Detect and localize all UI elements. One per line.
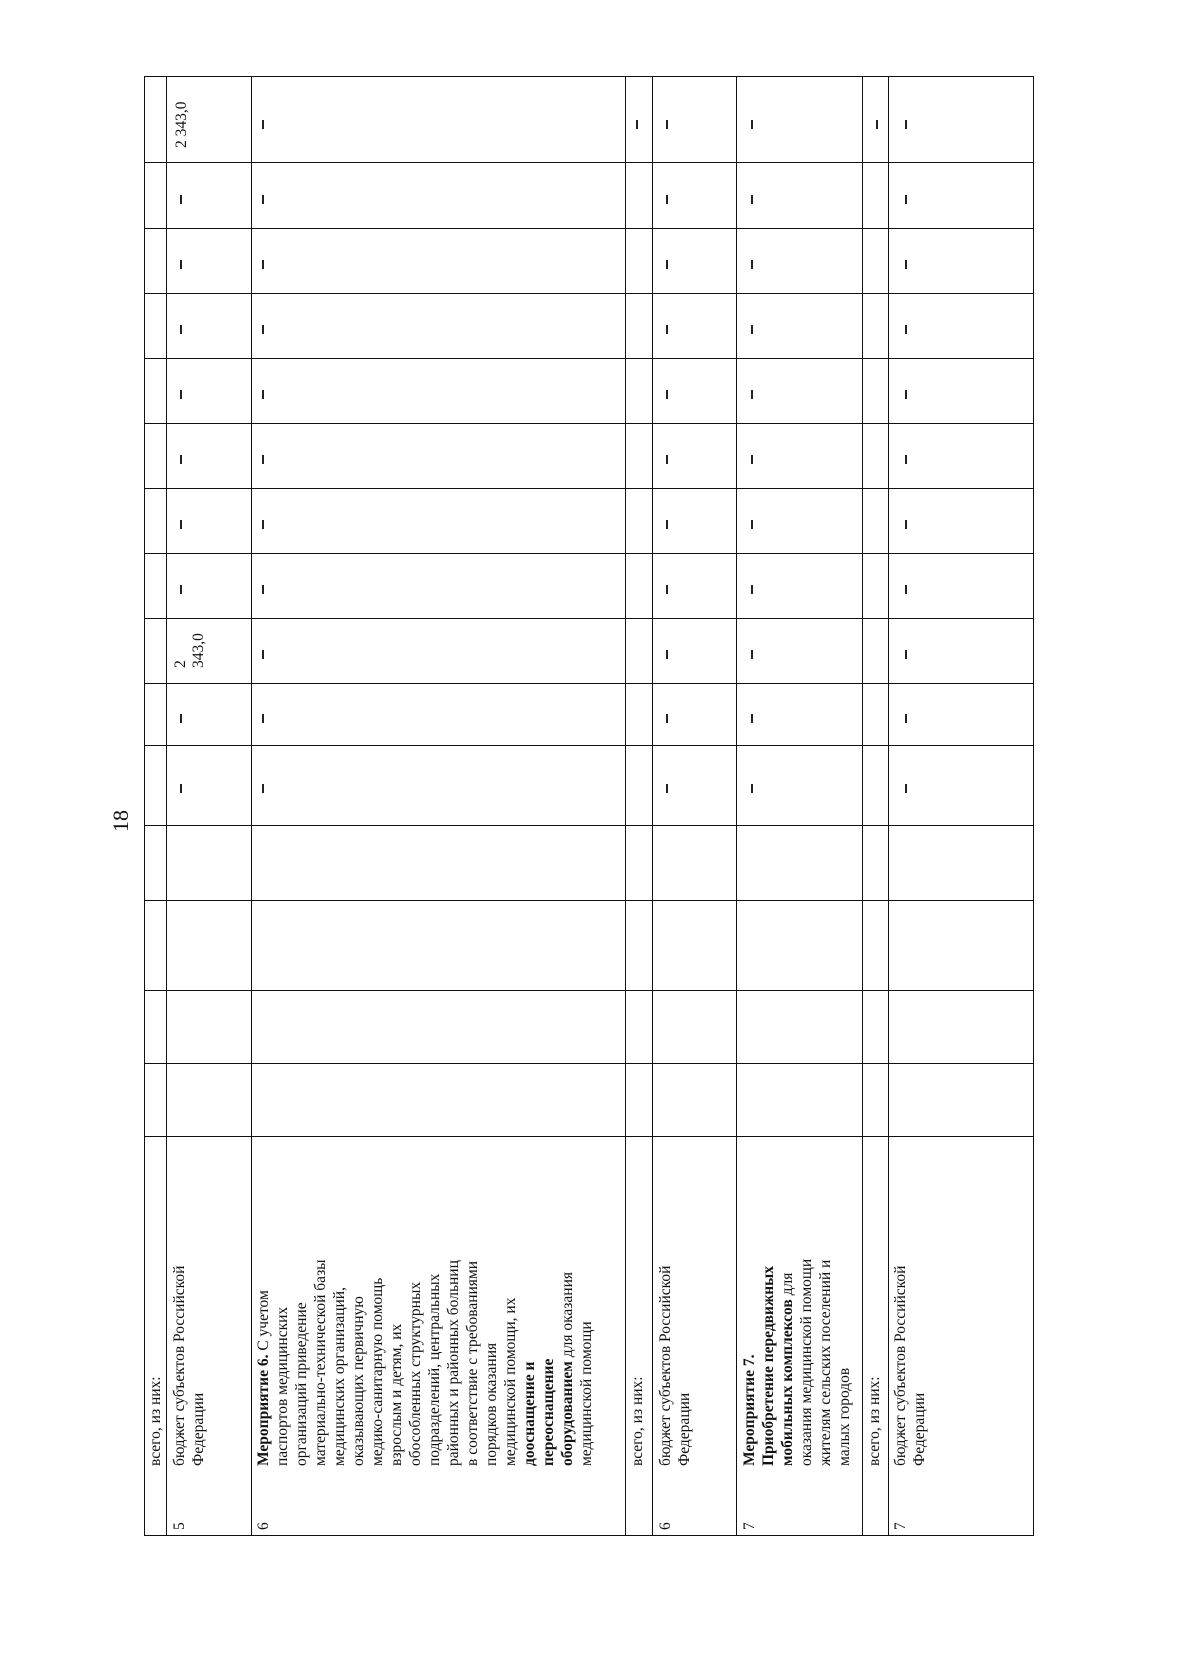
dash-mark — [262, 520, 264, 529]
dash-mark — [751, 120, 753, 129]
col-line — [144, 745, 1034, 746]
dash-mark — [262, 455, 264, 464]
dash-mark — [262, 650, 264, 659]
dash-mark — [751, 260, 753, 269]
dash-mark — [262, 325, 264, 334]
dash-mark — [666, 784, 668, 793]
dash-mark — [905, 455, 907, 464]
dash-mark — [905, 520, 907, 529]
col-line — [144, 900, 1034, 901]
col-line — [144, 423, 1034, 424]
dash-mark — [666, 195, 668, 204]
row-label-7: Мероприятие 7. Приобретение передвижных мобильных комплексов для оказания медицинской помощи жителям сельских поселений и малых городов — [741, 1258, 853, 1466]
dash-mark — [751, 585, 753, 594]
dash-mark — [180, 325, 182, 334]
dash-mark — [180, 195, 182, 204]
row-label-total-5: всего, из них: — [147, 1376, 164, 1466]
dash-mark — [751, 520, 753, 529]
dash-mark — [262, 714, 264, 723]
row-number-7: 7 — [741, 1522, 758, 1530]
dash-mark — [905, 325, 907, 334]
dash-mark — [905, 784, 907, 793]
col-line — [144, 683, 1034, 684]
col-line — [144, 162, 1034, 163]
row-separator — [144, 1136, 1034, 1137]
dash-mark — [262, 260, 264, 269]
dash-mark — [905, 195, 907, 204]
dash-mark — [751, 390, 753, 399]
row-label-5-1: бюджет субъектов Российской Федерации — [171, 1265, 207, 1466]
dash-mark — [666, 585, 668, 594]
row-number-5-1: 5 — [171, 1522, 188, 1530]
dash-mark — [180, 784, 182, 793]
dash-mark — [666, 390, 668, 399]
row-number-6-1: 6 — [657, 1522, 674, 1530]
dash-mark — [262, 784, 264, 793]
dash-mark — [751, 650, 753, 659]
value-cell: 2 343,0 — [172, 633, 207, 668]
col-line — [144, 825, 1034, 826]
dash-mark — [751, 784, 753, 793]
dash-mark — [666, 120, 668, 129]
col-line — [144, 358, 1034, 359]
dash-mark — [876, 120, 878, 129]
row-line — [251, 76, 252, 1536]
row-line — [625, 76, 626, 1536]
row-line — [166, 76, 167, 1536]
col-line — [144, 618, 1034, 619]
row-number-7-1: 7 — [892, 1522, 909, 1530]
col-line — [144, 553, 1034, 554]
row-line — [888, 76, 889, 1536]
row-label-6: Мероприятие 6. С учетом паспортов медицинских организаций приведение материально-технической базы медицинских организаций, оказывающих первичную медико-санитарную помощь взрослым и детям, их обособленных структурных подразделений, центральных районных и районных больниц в соответствие с требованиями порядков оказания медицинской помощи, их дооснащение и переоснащение оборудованием для оказания медицинской помощи — [255, 1259, 595, 1466]
row-line — [862, 76, 863, 1536]
dash-mark — [180, 260, 182, 269]
dash-mark — [666, 325, 668, 334]
dash-mark — [180, 520, 182, 529]
row-line — [652, 76, 653, 1536]
page-number: 18 — [108, 810, 133, 832]
row-label-total-6: всего, из них: — [629, 1376, 646, 1466]
dash-mark — [180, 714, 182, 723]
dash-mark — [751, 714, 753, 723]
dash-mark — [262, 390, 264, 399]
dash-mark — [262, 585, 264, 594]
dash-mark — [751, 455, 753, 464]
dash-mark — [262, 120, 264, 129]
dash-mark — [666, 260, 668, 269]
dash-mark — [180, 585, 182, 594]
dash-mark — [262, 195, 264, 204]
dash-mark — [905, 260, 907, 269]
col-line — [144, 293, 1034, 294]
dash-mark — [751, 195, 753, 204]
col-line — [144, 228, 1034, 229]
col-line — [144, 1063, 1034, 1064]
row-label-6-1: бюджет субъектов Российской Федерации — [657, 1265, 693, 1466]
dash-mark — [666, 520, 668, 529]
dash-mark — [666, 714, 668, 723]
dash-mark — [905, 390, 907, 399]
dash-mark — [666, 455, 668, 464]
col-line — [144, 488, 1034, 489]
dash-mark — [666, 650, 668, 659]
dash-mark — [905, 585, 907, 594]
row-line — [736, 76, 737, 1536]
value-cell: 2 343,0 — [173, 101, 190, 148]
dash-mark — [180, 455, 182, 464]
dash-mark — [180, 390, 182, 399]
dash-mark — [905, 650, 907, 659]
dash-mark — [905, 120, 907, 129]
row-label-7-1: бюджет субъектов Российской Федерации — [892, 1265, 928, 1466]
row-label-total-7: всего, из них: — [866, 1376, 883, 1466]
dash-mark — [636, 120, 638, 129]
dash-mark — [751, 325, 753, 334]
row-number-6: 6 — [255, 1522, 272, 1530]
dash-mark — [905, 714, 907, 723]
col-line — [144, 990, 1034, 991]
